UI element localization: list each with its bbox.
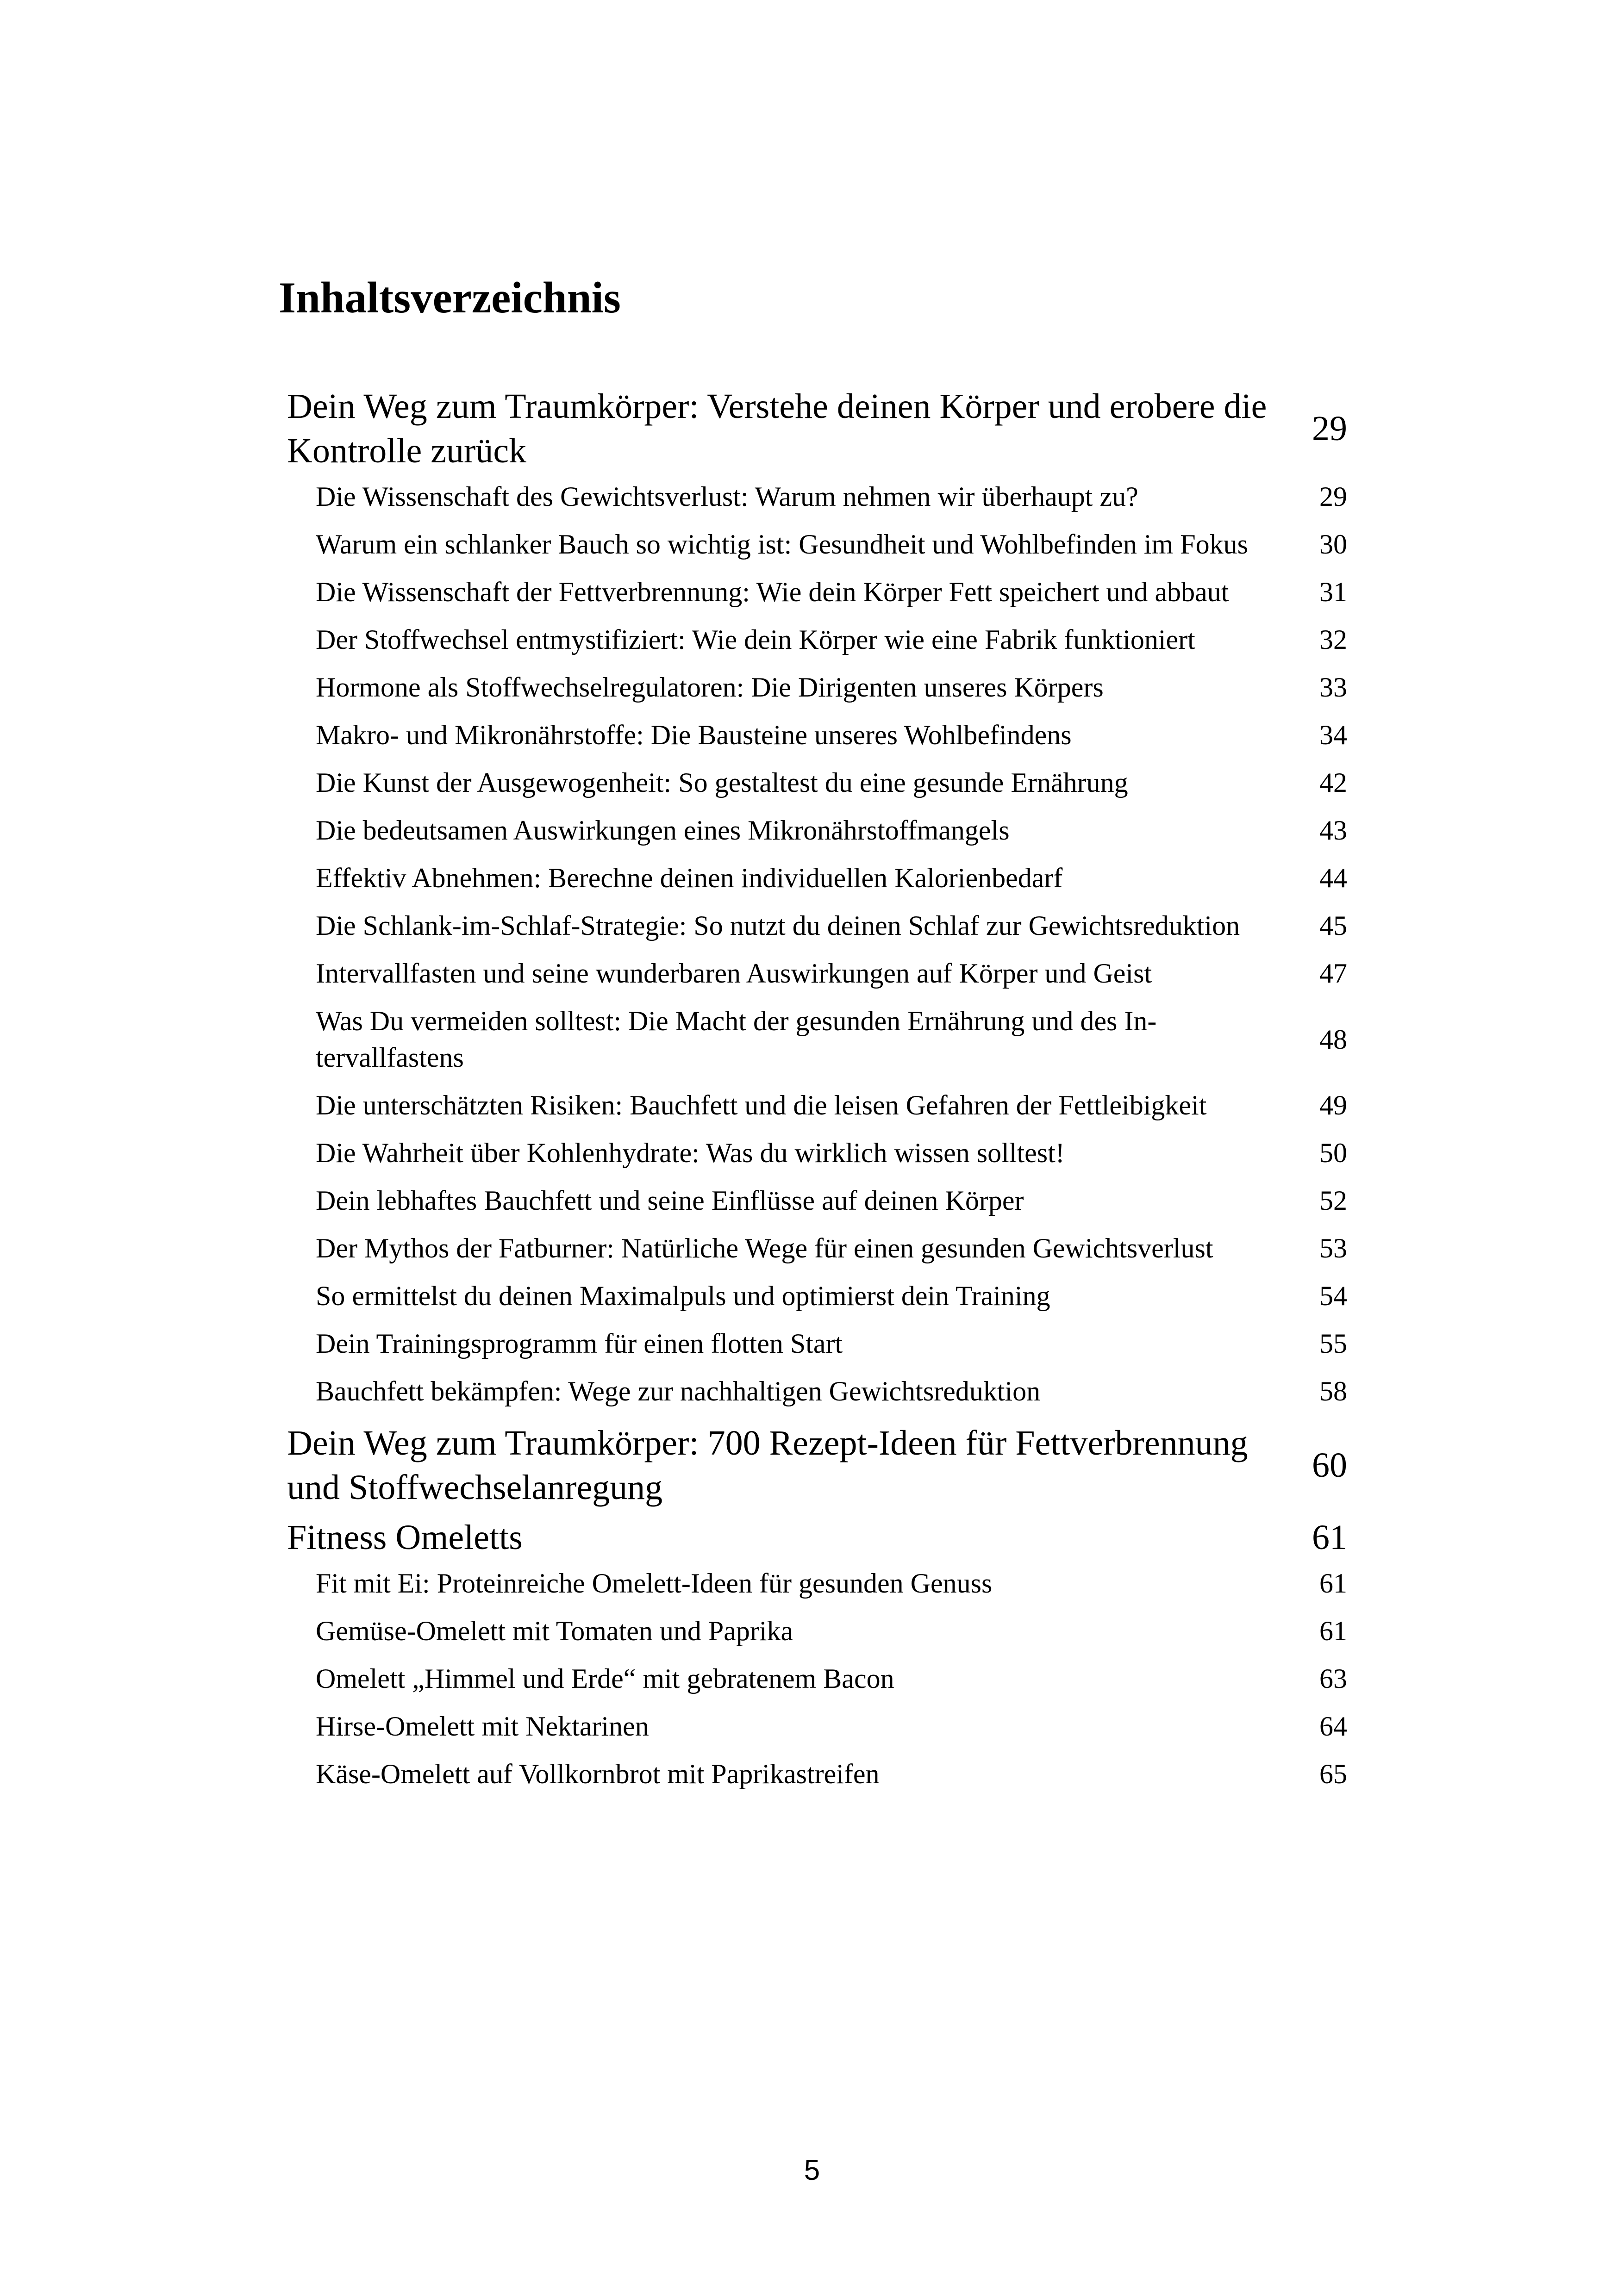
toc-entry-page: 58	[1319, 1376, 1347, 1406]
toc-entry-title: Die unterschätzten Risiken: Bauchfett und die leisen Gefahren der Fettleibigkeit	[316, 1090, 1207, 1120]
toc-section-entry[interactable]	[287, 1135, 1347, 1171]
toc-section-entry[interactable]	[287, 717, 1347, 753]
toc-entry-page: 30	[1319, 529, 1347, 560]
toc-entry-title: Die Wissenschaft des Gewichtsverlust: Warum nehmen wir überhaupt zu?	[316, 481, 1138, 512]
toc-entry-page: 60	[1312, 1446, 1347, 1485]
toc-entry-page: 29	[1319, 481, 1347, 512]
toc-entry-title: So ermittelst du deinen Maximalpuls und optimierst dein Training	[316, 1281, 1050, 1311]
toc-entry-page: 48	[1319, 1024, 1347, 1055]
toc-section-entry[interactable]	[287, 526, 1347, 563]
toc-section-entry[interactable]	[287, 1613, 1347, 1649]
toc-entry-title: Warum ein schlanker Bauch so wichtig ist: Gesundheit und Wohlbefinden im Fokus	[316, 529, 1248, 560]
toc-entry-title: Dein Weg zum Traumkörper: Verstehe deinen Körper und erobere die Kontrolle zurück	[287, 387, 1267, 470]
toc-entry-title: Die Kunst der Ausgewogenheit: So gestaltest du eine gesunde Ernährung	[316, 767, 1128, 798]
toc-entry-page: 42	[1319, 767, 1347, 798]
toc-entry-page: 54	[1319, 1281, 1347, 1311]
toc-entry-title: Hirse-Omelett mit Nektarinen	[316, 1711, 649, 1742]
toc-section-entry[interactable]	[287, 765, 1347, 801]
toc-section-entry[interactable]	[287, 860, 1347, 896]
toc-entry-title: Effektiv Abnehmen: Berechne deinen individuellen Kalorienbedarf	[316, 863, 1063, 893]
toc-entry-page: 50	[1319, 1138, 1347, 1168]
toc-chapter-entry[interactable]	[287, 1515, 1347, 1560]
toc-entry-title: Omelett „Himmel und Erde“ mit gebratenem Bacon	[316, 1663, 894, 1694]
toc-entry-title: Die bedeutsamen Auswirkungen eines Mikronährstoffmangels	[316, 815, 1010, 846]
toc-entry-title: Der Stoffwechsel entmystifiziert: Wie dein Körper wie eine Fabrik funktioniert	[316, 624, 1195, 655]
toc-section-entry[interactable]	[287, 1087, 1347, 1124]
toc-chapter-entry[interactable]	[287, 1421, 1347, 1510]
toc-entry-title: Die Wahrheit über Kohlenhydrate: Was du wirklich wissen solltest!	[316, 1138, 1065, 1168]
toc-section-entry[interactable]	[287, 1325, 1347, 1362]
toc-entry-page: 61	[1319, 1616, 1347, 1646]
toc-entry-page: 55	[1319, 1328, 1347, 1359]
toc-entry-page: 32	[1319, 624, 1347, 655]
toc-entry-title: Die Wissenschaft der Fettverbrennung: Wie dein Körper Fett speichert und abbaut	[316, 577, 1229, 607]
toc-entry-page: 64	[1319, 1711, 1347, 1742]
toc-section-entry[interactable]	[287, 1565, 1347, 1602]
toc-entry-title: Dein Weg zum Traumkörper: 700 Rezept-Ideen für Fettverbrennung und Stoffwechselanregung	[287, 1424, 1248, 1507]
toc-entry-page: 63	[1319, 1663, 1347, 1694]
toc-section-entry[interactable]	[287, 1230, 1347, 1267]
toc-section-entry[interactable]	[287, 1373, 1347, 1410]
toc-section-entry[interactable]	[287, 812, 1347, 849]
toc-entry-page: 33	[1319, 672, 1347, 703]
toc-entry-title: Was Du vermeiden solltest: Die Macht der gesunden Ernährung und des Intervallfastens	[316, 1006, 1157, 1073]
toc-entry-page: 29	[1312, 409, 1347, 448]
toc-section-entry[interactable]	[287, 1756, 1347, 1792]
toc-entry-page: 44	[1319, 863, 1347, 893]
toc-entry-page: 53	[1319, 1233, 1347, 1263]
toc-entry-title: Intervallfasten und seine wunderbaren Auswirkungen auf Körper und Geist	[316, 958, 1152, 989]
toc-section-entry[interactable]	[287, 1708, 1347, 1745]
toc-entry-title: Dein Trainingsprogramm für einen flotten Start	[316, 1328, 843, 1359]
table-of-contents	[287, 380, 1347, 1804]
toc-section-entry[interactable]	[287, 908, 1347, 944]
toc-section-entry[interactable]	[287, 574, 1347, 610]
toc-entry-title: Käse-Omelett auf Vollkornbrot mit Paprikastreifen	[316, 1759, 880, 1789]
toc-entry-page: 31	[1319, 577, 1347, 607]
toc-section-entry[interactable]	[287, 1003, 1347, 1076]
toc-entry-page: 61	[1312, 1518, 1347, 1557]
toc-entry-title: Fit mit Ei: Proteinreiche Omelett-Ideen für gesunden Genuss	[316, 1568, 993, 1599]
toc-entry-title: Hormone als Stoffwechselregulatoren: Die Dirigenten unseres Körpers	[316, 672, 1104, 703]
toc-entry-title: Dein lebhaftes Bauchfett und seine Einflüsse auf deinen Körper	[316, 1185, 1024, 1216]
toc-entry-page: 49	[1319, 1090, 1347, 1120]
toc-chapter-entry[interactable]	[287, 384, 1347, 473]
page-title: Inhaltsverzeichnis	[279, 273, 621, 322]
toc-entry-title: Die Schlank-im-Schlaf-Strategie: So nutzt du deinen Schlaf zur Gewichtsreduktion	[316, 910, 1240, 941]
toc-entry-page: 65	[1319, 1759, 1347, 1789]
toc-entry-title: Gemüse-Omelett mit Tomaten und Paprika	[316, 1616, 793, 1646]
toc-section-entry[interactable]	[287, 1278, 1347, 1314]
page-number: 5	[804, 2154, 820, 2186]
toc-section-entry[interactable]	[287, 1661, 1347, 1697]
toc-section-entry[interactable]	[287, 955, 1347, 992]
toc-entry-page: 34	[1319, 720, 1347, 750]
toc-entry-page: 61	[1319, 1568, 1347, 1599]
toc-section-entry[interactable]	[287, 622, 1347, 658]
toc-section-entry[interactable]	[287, 1182, 1347, 1219]
toc-entry-title: Der Mythos der Fatburner: Natürliche Wege für einen gesunden Gewichtsverlust	[316, 1233, 1213, 1263]
toc-section-entry[interactable]	[287, 669, 1347, 706]
toc-entry-title: Makro- und Mikronährstoffe: Die Bausteine unseres Wohlbefindens	[316, 720, 1072, 750]
toc-entry-page: 47	[1319, 958, 1347, 989]
toc-entry-page: 52	[1319, 1185, 1347, 1216]
toc-section-entry[interactable]	[287, 479, 1347, 515]
toc-entry-title: Fitness Omeletts	[287, 1518, 523, 1557]
toc-entry-page: 43	[1319, 815, 1347, 846]
toc-entry-title: Bauchfett bekämpfen: Wege zur nachhaltigen Gewichtsreduktion	[316, 1376, 1041, 1406]
toc-entry-page: 45	[1319, 910, 1347, 941]
